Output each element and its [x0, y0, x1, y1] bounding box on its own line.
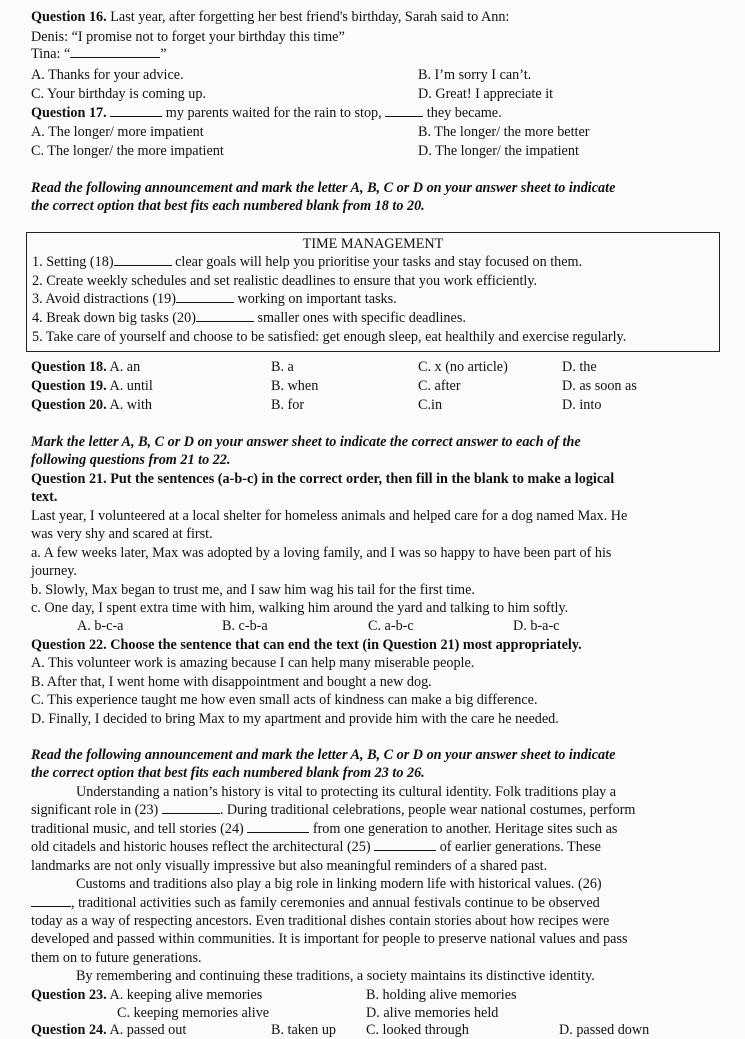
q23-option-c: C. keeping memories alive [117, 1005, 270, 1021]
q17-text-2: they became. [426, 105, 502, 121]
q18-row [31, 358, 140, 376]
q16-close-quote: ” [160, 46, 167, 62]
q19-option-c: C. after [418, 378, 461, 394]
q23-label: Question 23. [31, 987, 107, 1003]
q21-sentence-a-line2: journey. [31, 563, 77, 579]
box-item-4-rest: smaller ones with specific deadlines. [257, 310, 466, 326]
q22-option-a: A. This volunteer work is amazing because I can help many miserable people. [31, 655, 475, 671]
passage-p1-line4-rest: of earlier generations. These [439, 839, 601, 855]
q20-option-c: C.in [418, 397, 443, 413]
instruction-23-26-line1: Read the following announcement and mark the letter A, B, C or D on your answer sheet to indicate [31, 747, 616, 763]
box-item-5: 5. Take care of yourself and choose to be satisfied: get enough sleep, eat healthily and exercise regularly. [32, 329, 627, 345]
q23-option-b: B. holding alive memories [366, 987, 517, 1003]
passage-p1-line3 [31, 820, 617, 838]
instruction-18-20-line2: the correct option that best fits each numbered blank from 18 to 20. [31, 198, 425, 214]
q21-sentence-b: b. Slowly, Max began to trust me, and I saw him wag his tail for the first time. [31, 582, 475, 598]
q24-option-a: A. passed out [109, 1022, 187, 1038]
q24-option-d: D. passed down [559, 1022, 650, 1038]
q18-option-b: B. a [271, 359, 294, 375]
passage-p1-line5: landmarks are not only visually impressive but also meaningful reminders of a shared past. [31, 858, 548, 874]
box-item-4 [32, 309, 466, 327]
q20-option-d: D. into [562, 397, 602, 413]
q24-option-c: C. looked through [366, 1022, 469, 1038]
box-item-3 [32, 290, 397, 308]
q16-prompt [31, 8, 509, 26]
q20-row [31, 396, 152, 414]
passage-p1-line2 [31, 801, 635, 819]
q21-text-line1: Last year, I volunteered at a local shelter for homeless animals and helped care for a dog named Max. He [31, 508, 628, 524]
box-item-4-lead: 4. Break down big tasks (20) [32, 310, 196, 326]
q17-text-1: my parents waited for the rain to stop, [165, 105, 382, 121]
q18-option-a: A. an [109, 359, 141, 375]
q17-blank-1 [110, 104, 162, 117]
passage-p1-line3-lead: traditional music, and tell stories (24) [31, 821, 244, 837]
box-item-3-rest: working on important tasks. [237, 291, 397, 307]
passage-p2-line5: them on to future generations. [31, 950, 202, 966]
q21-option-c: C. a-b-c [368, 618, 414, 634]
q16-speaker: Tina: “ [31, 46, 71, 62]
q16-option-a: A. Thanks for your advice. [31, 67, 184, 83]
box-item-1 [32, 253, 582, 271]
box-item-3-lead: 3. Avoid distractions (19) [32, 291, 176, 307]
q17-blank-2 [385, 104, 423, 117]
instruction-21-22-line1: Mark the letter A, B, C or D on your answer sheet to indicate the correct answer to each of the [31, 434, 581, 450]
blank-23 [162, 801, 220, 814]
q16-label: Question 16. [31, 9, 107, 25]
q19-label: Question 19. [31, 378, 107, 394]
q16-dialogue-line2 [31, 45, 167, 63]
q19-row [31, 377, 153, 395]
q16-blank [70, 45, 160, 58]
q22-option-b: B. After that, I went home with disappointment and bought a new dog. [31, 674, 432, 690]
box-item-1-rest: clear goals will help you prioritise your tasks and stay focused on them. [175, 254, 583, 270]
blank-25 [374, 838, 436, 851]
q18-label: Question 18. [31, 359, 107, 375]
q21-prompt-line2: text. [31, 489, 58, 505]
box-item-2: 2. Create weekly schedules and set realistic deadlines to ensure that you work efficiently. [32, 273, 538, 289]
passage-p1-line2-lead: significant role in (23) [31, 802, 159, 818]
q24-row [31, 1021, 186, 1039]
q22-option-d: D. Finally, I decided to bring Max to my apartment and provide him with the care he needed. [31, 711, 559, 727]
q16-option-c: C. Your birthday is coming up. [31, 86, 206, 102]
q23-row [31, 986, 262, 1004]
q22-prompt: Question 22. Choose the sentence that can end the text (in Question 21) most appropriately. [31, 637, 582, 653]
q16-option-b: B. I’m sorry I can’t. [418, 67, 532, 83]
passage-p2-line4: developed and passed within communities. It is important for people to preserve national values and pass [31, 931, 628, 947]
q19-option-a: A. until [109, 378, 153, 394]
blank-18 [114, 253, 172, 266]
box-title: TIME MANAGEMENT [302, 236, 444, 252]
q24-option-b: B. taken up [271, 1022, 337, 1038]
q21-option-d: D. b-a-c [513, 618, 560, 634]
q17-option-d: D. The longer/ the impatient [418, 143, 579, 159]
instruction-23-26-line2: the correct option that best fits each numbered blank from 23 to 26. [31, 765, 425, 781]
q18-option-c: C. x (no article) [418, 359, 508, 375]
passage-p2-line2-rest: , traditional activities such as family ceremonies and annual festivals continue to be observed [71, 895, 600, 911]
instruction-18-20-line1: Read the following announcement and mark the letter A, B, C or D on your answer sheet to indicate [31, 180, 616, 196]
passage-p1-line4 [31, 838, 601, 856]
q21-prompt-line1: Question 21. Put the sentences (a-b-c) in the correct order, then fill in the blank to make a logical [31, 471, 615, 487]
q20-option-b: B. for [271, 397, 305, 413]
q16-option-d: D. Great! I appreciate it [418, 86, 554, 102]
passage-p2-line3: today as a way of respecting ancestors. Even traditional dishes contain stories about how recipes were [31, 913, 610, 929]
q18-option-d: D. the [562, 359, 597, 375]
q17-option-b: B. The longer/ the more better [418, 124, 590, 140]
blank-24 [247, 820, 309, 833]
q21-text-line2: was very shy and scared at first. [31, 526, 213, 542]
passage-p1-line3-rest: from one generation to another. Heritage sites such as [312, 821, 618, 837]
passage-p1-line1: Understanding a nation’s history is vital to protecting its cultural identity. Folk traditions play a [76, 784, 617, 800]
q20-option-a: A. with [109, 397, 153, 413]
q21-option-b: B. c-b-a [222, 618, 268, 634]
blank-20 [196, 309, 254, 322]
q21-sentence-a-line1: a. A few weeks later, Max was adopted by a loving family, and I was so happy to have been part of his [31, 545, 612, 561]
blank-19 [176, 290, 234, 303]
q19-option-d: D. as soon as [562, 378, 637, 394]
passage-p2-line1: Customs and traditions also play a big role in linking modern life with historical values. (26) [76, 876, 602, 892]
instruction-21-22-line2: following questions from 21 to 22. [31, 452, 231, 468]
q22-option-c: C. This experience taught me how even small acts of kindness can make a big difference. [31, 692, 538, 708]
passage-p1-line4-lead: old citadels and historic houses reflect the architectural (25) [31, 839, 371, 855]
passage-p3-line1: By remembering and continuing these traditions, a society maintains its distinctive identity. [76, 968, 595, 984]
q16-text: Last year, after forgetting her best friend's birthday, Sarah said to Ann: [110, 9, 510, 25]
q23-option-a: A. keeping alive memories [109, 987, 263, 1003]
q21-sentence-c: c. One day, I spent extra time with him, walking him around the yard and talking to him softly. [31, 600, 569, 616]
passage-p2-line2 [31, 894, 600, 912]
q17-prompt [31, 104, 502, 122]
q23-option-d: D. alive memories held [366, 1005, 499, 1021]
q16-dialogue-line1: Denis: “I promise not to forget your birthday this time” [31, 29, 345, 45]
q20-label: Question 20. [31, 397, 107, 413]
q21-option-a: A. b-c-a [77, 618, 124, 634]
q19-option-b: B. when [271, 378, 319, 394]
passage-p1-line2-rest: . During traditional celebrations, people wear national costumes, perform [219, 802, 636, 818]
blank-26 [31, 894, 71, 907]
q17-option-a: A. The longer/ more impatient [31, 124, 204, 140]
q24-label: Question 24. [31, 1022, 107, 1038]
q17-label: Question 17. [31, 105, 107, 121]
q17-option-c: C. The longer/ the more impatient [31, 143, 224, 159]
box-item-1-lead: 1. Setting (18) [32, 254, 114, 270]
